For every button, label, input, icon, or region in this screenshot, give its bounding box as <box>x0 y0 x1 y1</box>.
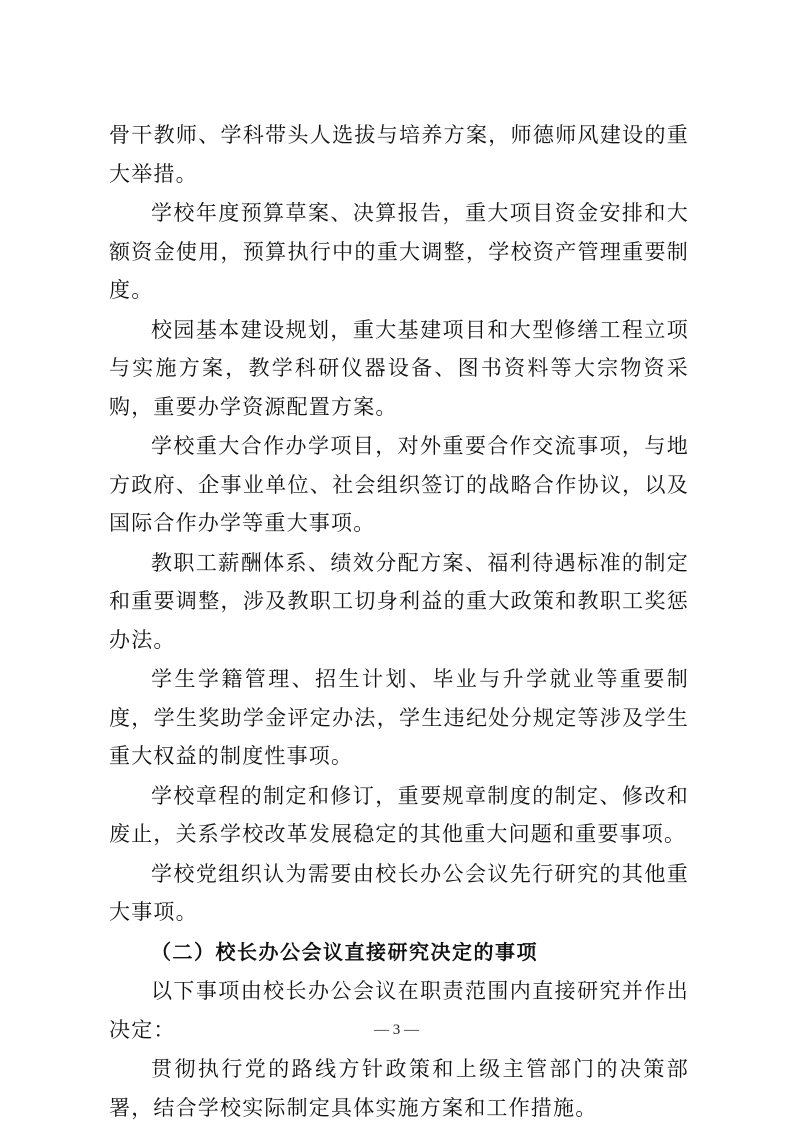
paragraph-salary: 教职工薪酬体系、绩效分配方案、福利待遇标准的制定和重要调整，涉及教职工切身利益的重大政策和教职工奖惩办法。 <box>109 550 689 652</box>
paragraph-implementation: 贯彻执行党的路线方针政策和上级主管部门的决策部署，结合学校实际制定具体实施方案和工作措施。 <box>109 1057 689 1120</box>
paragraph-continuation: 骨干教师、学科带头人选拔与培养方案，师德师风建设的重大举措。 <box>109 123 689 186</box>
document-body <box>109 116 689 1128</box>
paragraph-student-affairs: 学生学籍管理、招生计划、毕业与升学就业等重要制度，学生奖助学金评定办法，学生违纪处分规定等涉及学生重大权益的制度性事项。 <box>109 667 689 768</box>
paragraph-direct-decision-intro: 以下事项由校长办公会议在职责范围内直接研究并作出决定： <box>109 979 689 1042</box>
paragraph-charter: 学校章程的制定和修订，重要规章制度的制定、修改和废止，关系学校改革发展稳定的其他重大问题和重要事项。 <box>109 783 689 846</box>
section-heading: （二）校长办公会议直接研究决定的事项 <box>151 939 538 964</box>
paragraph-cooperation: 学校重大合作办学项目，对外重要合作交流事项，与地方政府、企事业单位、社会组织签订的战略合作协议，以及国际合作办学等重大事项。 <box>109 434 689 535</box>
paragraph-construction: 校园基本建设规划，重大基建项目和大型修缮工程立项与实施方案，教学科研仪器设备、图书资料等大宗物资采购，重要办学资源配置方案。 <box>109 317 689 419</box>
page-number: — 3 — <box>374 1022 419 1038</box>
paragraph-party-matters: 学校党组织认为需要由校长办公会议先行研究的其他重大事项。 <box>109 861 689 924</box>
paragraph-budget: 学校年度预算草案、决算报告，重大项目资金安排和大额资金使用，预算执行中的重大调整，学校资产管理重要制度。 <box>109 201 689 302</box>
